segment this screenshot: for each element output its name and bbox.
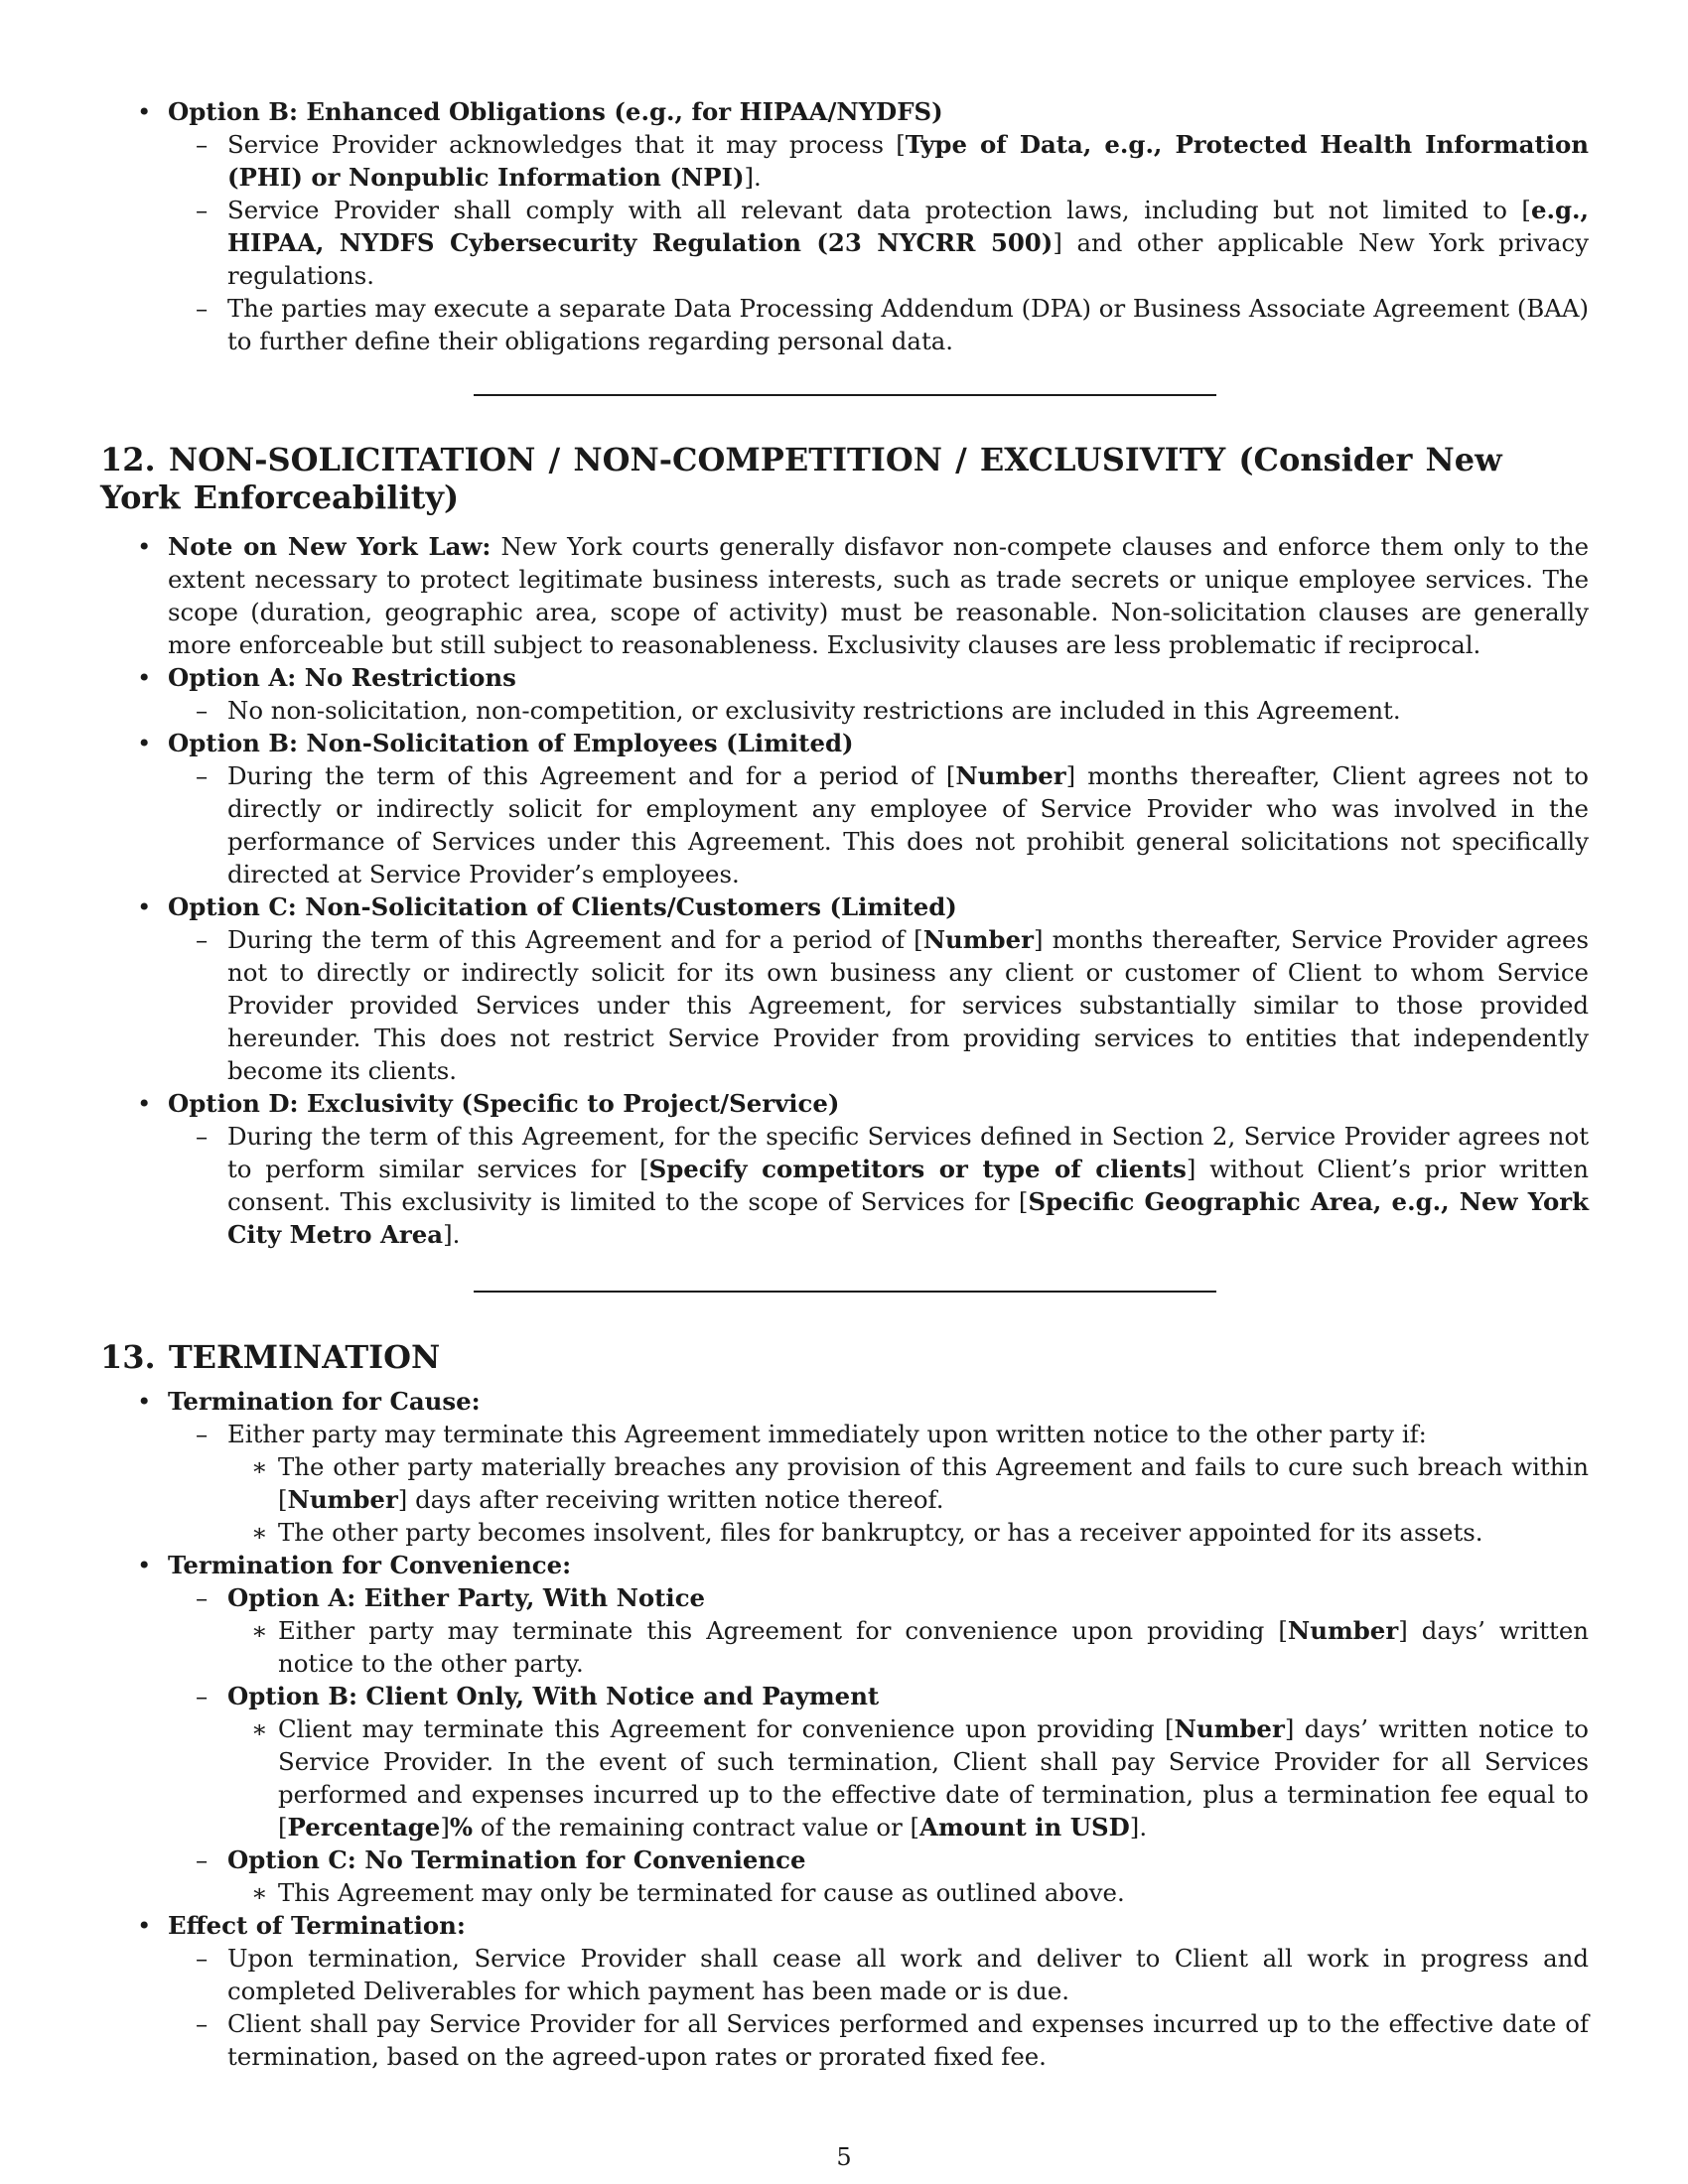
page-number: 5	[836, 2143, 852, 2171]
note-item: • Note on New York Law: New York courts generally disfavor non-compete clauses and enforce them only to the extent necessary to protect legitimate business interests, such as trade secrets or unique employee services. The scope (duration, geographic area, scope of activity) must be reasonable. Non-solicitation clauses are generally more enforceable but still subject to reasonableness. Exclusivity clauses are less problematic if reciprocal.	[100, 530, 1589, 661]
list-item: ∗ The other party becomes insolvent, files for bankruptcy, or has a receiver appointed for its assets.	[227, 1516, 1589, 1549]
list-item: – During the term of this Agreement and for a period of [Number] months thereafter, Client agrees not to directly or indirectly solicit for employment any employee of Service Provider who was involved in the performance of Services under this Agreement. This does not prohibit general solicitations not specifically directed at Service Provider’s employees.	[168, 759, 1589, 890]
option-b-heading: Option B: Enhanced Obligations (e.g., for HIPAA/NYDFS)	[168, 97, 943, 126]
list-item: ∗ This Agreement may only be terminated for cause as outlined above.	[227, 1876, 1589, 1909]
section-12-title: 12. NON-SOLICITATION / NON-COMPETITION / EXCLUSIVITY (Consider New York Enforceability)	[100, 441, 1502, 516]
section-13-list	[100, 1385, 1589, 2073]
option-d-exclusivity-item: • Option D: Exclusivity (Specific to Project/Service) – During the term of this Agreement, for the specific Services defined in Section 2, Service Provider agrees not to perform similar services for [Specify competitors or type of clients] without Client’s prior written consent. This exclusivity is limited to the scope of Services for [Specific Geographic Area, e.g., New York City Metro Area].	[100, 1087, 1589, 1251]
list-item: ∗ Either party may terminate this Agreement for convenience upon providing [Number] days’ written notice to the other party.	[227, 1614, 1589, 1680]
option-a-item: • Option A: No Restrictions – No non-solicitation, non-competition, or exclusivity restrictions are included in this Agreement.	[100, 661, 1589, 727]
list-item: – Upon termination, Service Provider shall cease all work and deliver to Client all work in progress and completed Deliverables for which payment has been made or is due.	[168, 1942, 1589, 2007]
list-item: – Option B: Client Only, With Notice and Payment ∗ Client may terminate this Agreement for convenience upon providing [Number] days’ written notice to Service Provider. In the event of such termination, Client shall pay Service Provider for all Services performed and expenses incurred up to the effective date of termination, plus a termination fee equal to [Percentage]% of the remaining contract value or [Amount in USD].	[168, 1680, 1589, 1843]
section-12-list	[100, 530, 1589, 1251]
option-b-item	[100, 95, 1589, 357]
list-item: – During the term of this Agreement and for a period of [Number] months thereafter, Service Provider agrees not to directly or indirectly solicit for its own business any client or customer of Client to whom Service Provider provided Services under this Agreement, for services substantially similar to those provided hereunder. This does not restrict Service Provider from providing services to entities that independently become its clients.	[168, 923, 1589, 1087]
list-item: – Either party may terminate this Agreement immediately upon written notice to the other party if: ∗ The other party materially breaches any provision of this Agreement and fails to cure such breach within [Number] days after receiving written notice thereof. ∗ The other party becomes insolvent, files for bankruptcy, or has a receiver appointed for its assets.	[168, 1418, 1589, 1549]
option-b-employees-item: • Option B: Non-Solicitation of Employees (Limited) – During the term of this Agreement and for a period of [Number] months thereafter, Client agrees not to directly or indirectly solicit for employment any employee of Service Provider who was involved in the performance of Services under this Agreement. This does not prohibit general solicitations not specifically directed at Service Provider’s employees.	[100, 727, 1589, 890]
list-item: – No non-solicitation, non-competition, or exclusivity restrictions are included in this Agreement.	[168, 694, 1589, 727]
list-item: – The parties may execute a separate Data Processing Addendum (DPA) or Business Associate Agreement (BAA) to further define their obligations regarding personal data.	[168, 292, 1589, 357]
list-item: – Client shall pay Service Provider for all Services performed and expenses incurred up to the effective date of termination, based on the agreed-upon rates or prorated fixed fee.	[168, 2007, 1589, 2073]
list-item: – During the term of this Agreement, for the specific Services defined in Section 2, Service Provider agrees not to perform similar services for [Specify competitors or type of clients] without Client’s prior written consent. This exclusivity is limited to the scope of Services for [Specific Geographic Area, e.g., New York City Metro Area].	[168, 1120, 1589, 1251]
termination-convenience-item: • Termination for Convenience: – Option A: Either Party, With Notice ∗ Either party may terminate this Agreement for convenience upon providing [Number] days’ written notice to the other party. – Option B: Client Only, With Notice and Payment ∗ Client may terminate this Agreement for convenience upon providing [Number] days’ written notice to Service Provider. In the event of such termination, Client shall pay Service Provider for all Services performed and expenses incurred up to the effective date of termination, plus a termination fee equal to [Percentage]% of the remaining contract value or [Amount in USD]. – Option C: No Termination for Convenience ∗ This Agreement may only be terminated for cause as outlined above.	[100, 1549, 1589, 1909]
list-item: – Option A: Either Party, With Notice ∗ Either party may terminate this Agreement for convenience upon providing [Number] days’ written notice to the other party.	[168, 1581, 1589, 1680]
termination-effect-item: • Effect of Termination: – Upon termination, Service Provider shall cease all work and deliver to Client all work in progress and completed Deliverables for which payment has been made or is due. – Client shall pay Service Provider for all Services performed and expenses incurred up to the effective date of termination, based on the agreed-upon rates or prorated fixed fee.	[100, 1909, 1589, 2073]
list-item: – Service Provider shall comply with all relevant data protection laws, including but not limited to [e.g., HIPAA, NYDFS Cybersecurity Regulation (23 NYCRR 500)] and other applicable New York privacy regulations.	[168, 194, 1589, 292]
section-13-title: 13. TERMINATION	[100, 1338, 441, 1376]
note-label: Note on New York Law:	[168, 532, 492, 561]
list-item: – Option C: No Termination for Convenience ∗ This Agreement may only be terminated for cause as outlined above.	[168, 1843, 1589, 1909]
section-divider	[474, 1291, 1216, 1293]
document-page	[100, 95, 1589, 2073]
list-item: – Service Provider acknowledges that it may process [Type of Data, e.g., Protected Health Information (PHI) or Nonpublic Information (NPI)].	[168, 128, 1589, 194]
option-b-list	[100, 95, 1589, 357]
option-c-clients-item: • Option C: Non-Solicitation of Clients/Customers (Limited) – During the term of this Agreement and for a period of [Number] months thereafter, Service Provider agrees not to directly or indirectly solicit for its own business any client or customer of Client to whom Service Provider provided Services under this Agreement, for services substantially similar to those provided hereunder. This does not restrict Service Provider from providing services to entities that independently become its clients.	[100, 890, 1589, 1087]
list-item: ∗ Client may terminate this Agreement for convenience upon providing [Number] days’ written notice to Service Provider. In the event of such termination, Client shall pay Service Provider for all Services performed and expenses incurred up to the effective date of termination, plus a termination fee equal to [Percentage]% of the remaining contract value or [Amount in USD].	[227, 1712, 1589, 1843]
list-item: ∗ The other party materially breaches any provision of this Agreement and fails to cure such breach within [Number] days after receiving written notice thereof.	[227, 1450, 1589, 1516]
section-divider	[474, 394, 1216, 396]
termination-cause-item: • Termination for Cause: – Either party may terminate this Agreement immediately upon written notice to the other party if: ∗ The other party materially breaches any provision of this Agreement and fails to cure such breach within [Number] days after receiving written notice thereof. ∗ The other party becomes insolvent, files for bankruptcy, or has a receiver appointed for its assets.	[100, 1385, 1589, 1549]
